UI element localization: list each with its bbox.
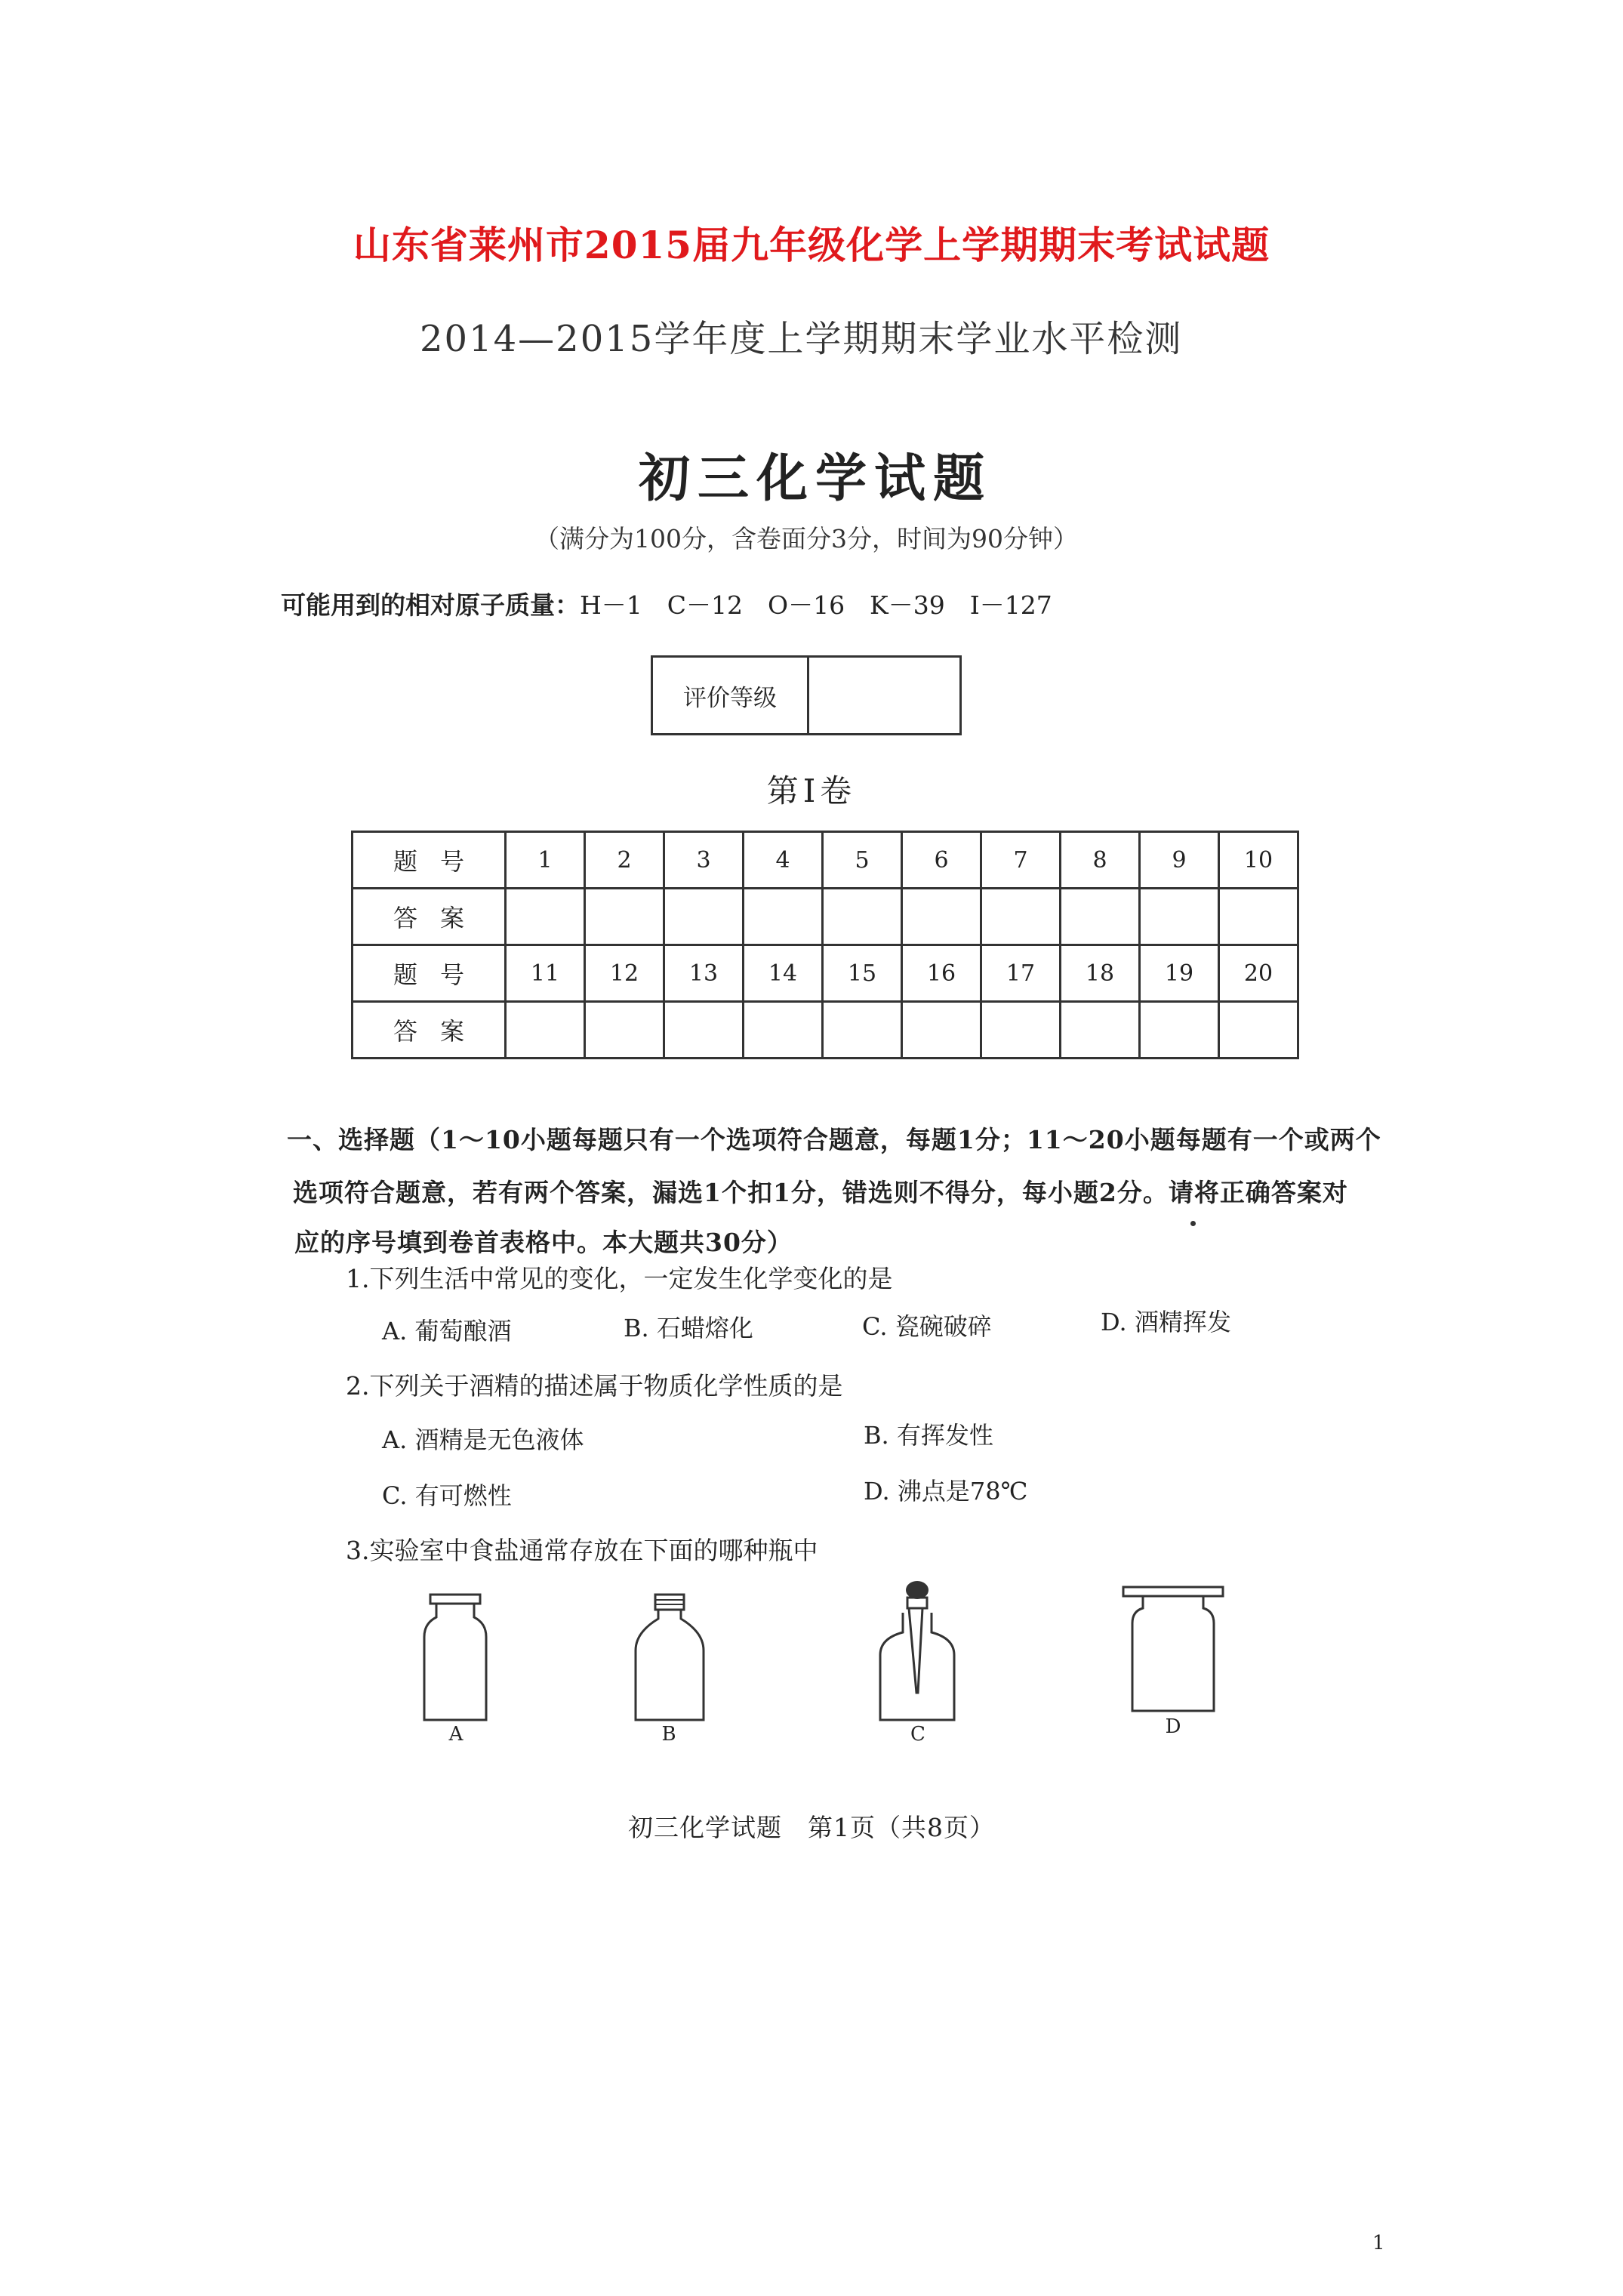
- bottle-d-label: D: [1165, 1715, 1181, 1738]
- question-1-option-a: A. 葡萄酿酒: [382, 1317, 512, 1345]
- answer-cell[interactable]: [1140, 889, 1219, 945]
- atomic-mass-line: [281, 586, 1052, 621]
- question-number-cell: 7: [981, 832, 1061, 889]
- atomic-mass-values: H－1 C－12 O－16 K－39 I－127: [580, 590, 1052, 620]
- bottle-c-label: C: [910, 1723, 925, 1746]
- evaluation-grade-box: [651, 655, 962, 735]
- question-number-cell: 6: [902, 832, 981, 889]
- answer-cell[interactable]: [506, 889, 585, 945]
- question-2-option-d: D. 沸点是78℃: [864, 1477, 1028, 1505]
- page-number: 1: [1372, 2232, 1385, 2254]
- question-number-cell: 12: [585, 945, 664, 1002]
- question-number-cell: 13: [664, 945, 744, 1002]
- bottle-b-label: B: [661, 1723, 676, 1746]
- section-instructions-line-3: 应的序号填到卷首表格中。本大题共30分）: [294, 1228, 793, 1257]
- question-number-cell: 18: [1061, 945, 1140, 1002]
- answer-cell[interactable]: [981, 1002, 1061, 1059]
- answer-cell[interactable]: [1140, 1002, 1219, 1059]
- question-number-cell: 14: [744, 945, 823, 1002]
- answer-cell[interactable]: [823, 889, 902, 945]
- answer-cell[interactable]: [664, 1002, 744, 1059]
- scan-speck: [1190, 1221, 1196, 1226]
- answer-cell[interactable]: [585, 1002, 664, 1059]
- answer-cell[interactable]: [1061, 1002, 1140, 1059]
- answer-cell[interactable]: [1219, 889, 1298, 945]
- question-number-cell: 19: [1140, 945, 1219, 1002]
- evaluation-grade-field[interactable]: [809, 658, 959, 733]
- page-footer: 初三化学试题 第1页（共8页）: [628, 1813, 995, 1842]
- question-number-cell: 11: [506, 945, 585, 1002]
- answer-cell[interactable]: [744, 889, 823, 945]
- atomic-mass-label: 可能用到的相对原子质量：: [281, 590, 580, 620]
- answer-label: 答案: [353, 1002, 506, 1059]
- question-number-label: 题号: [353, 945, 506, 1002]
- score-note: （满分为100分，含卷面分3分，时间为90分钟）: [534, 524, 1078, 553]
- bottle-a-icon: [420, 1593, 491, 1724]
- question-2-option-b: B. 有挥发性: [864, 1421, 993, 1450]
- table-row: [353, 945, 1298, 1002]
- question-number-cell: 10: [1219, 832, 1298, 889]
- bottle-a-label: A: [448, 1723, 463, 1746]
- answer-cell[interactable]: [585, 889, 664, 945]
- bottle-b-icon: [631, 1593, 708, 1724]
- question-number-cell: 20: [1219, 945, 1298, 1002]
- question-number-cell: 2: [585, 832, 664, 889]
- section-instructions-line-1: 一、选择题（1～10小题每题只有一个选项符合题意，每题1分；11～20小题每题有一个或两个: [287, 1125, 1381, 1154]
- answer-cell[interactable]: [506, 1002, 585, 1059]
- answer-cell[interactable]: [902, 1002, 981, 1059]
- question-number-cell: 4: [744, 832, 823, 889]
- question-2-stem: 2.下列关于酒精的描述属于物质化学性质的是: [346, 1371, 843, 1401]
- exam-title: 初三化学试题: [638, 448, 992, 509]
- question-number-cell: 5: [823, 832, 902, 889]
- answer-table: [351, 831, 1299, 1059]
- answer-cell[interactable]: [981, 889, 1061, 945]
- answer-cell[interactable]: [1219, 1002, 1298, 1059]
- question-3-stem: 3.实验室中食盐通常存放在下面的哪种瓶中: [346, 1536, 818, 1565]
- answer-label: 答案: [353, 889, 506, 945]
- question-number-cell: 9: [1140, 832, 1219, 889]
- question-number-cell: 8: [1061, 832, 1140, 889]
- question-number-cell: 3: [664, 832, 744, 889]
- exam-subtitle: 2014—2015学年度上学期期末学业水平检测: [420, 318, 1183, 360]
- question-1-stem: 1.下列生活中常见的变化，一定发生化学变化的是: [346, 1264, 893, 1293]
- table-row: [353, 1002, 1298, 1059]
- table-row: [353, 889, 1298, 945]
- answer-cell[interactable]: [1061, 889, 1140, 945]
- question-1-option-d: D. 酒精挥发: [1101, 1308, 1231, 1336]
- question-number-cell: 17: [981, 945, 1061, 1002]
- answer-cell[interactable]: [664, 889, 744, 945]
- question-number-cell: 16: [902, 945, 981, 1002]
- evaluation-grade-label: 评价等级: [653, 658, 809, 733]
- question-number-cell: 15: [823, 945, 902, 1002]
- volume-title: 第Ⅰ卷: [766, 772, 857, 809]
- question-2-option-c: C. 有可燃性: [382, 1481, 512, 1510]
- document-header-title: 山东省莱州市2015届九年级化学上学期期末考试试题: [353, 223, 1270, 267]
- question-2-option-a: A. 酒精是无色液体: [382, 1425, 584, 1454]
- answer-cell[interactable]: [902, 889, 981, 945]
- bottle-c-icon: [876, 1579, 959, 1724]
- section-instructions-line-2: 选项符合题意，若有两个答案，漏选1个扣1分，错选则不得分，每小题2分。请将正确答案对: [293, 1178, 1348, 1207]
- question-1-option-b: B. 石蜡熔化: [624, 1314, 753, 1342]
- question-number-cell: 1: [506, 832, 585, 889]
- bottle-d-icon: [1122, 1586, 1224, 1715]
- answer-cell[interactable]: [823, 1002, 902, 1059]
- question-number-label: 题号: [353, 832, 506, 889]
- table-row: [353, 832, 1298, 889]
- answer-cell[interactable]: [744, 1002, 823, 1059]
- question-1-option-c: C. 瓷碗破碎: [862, 1312, 992, 1341]
